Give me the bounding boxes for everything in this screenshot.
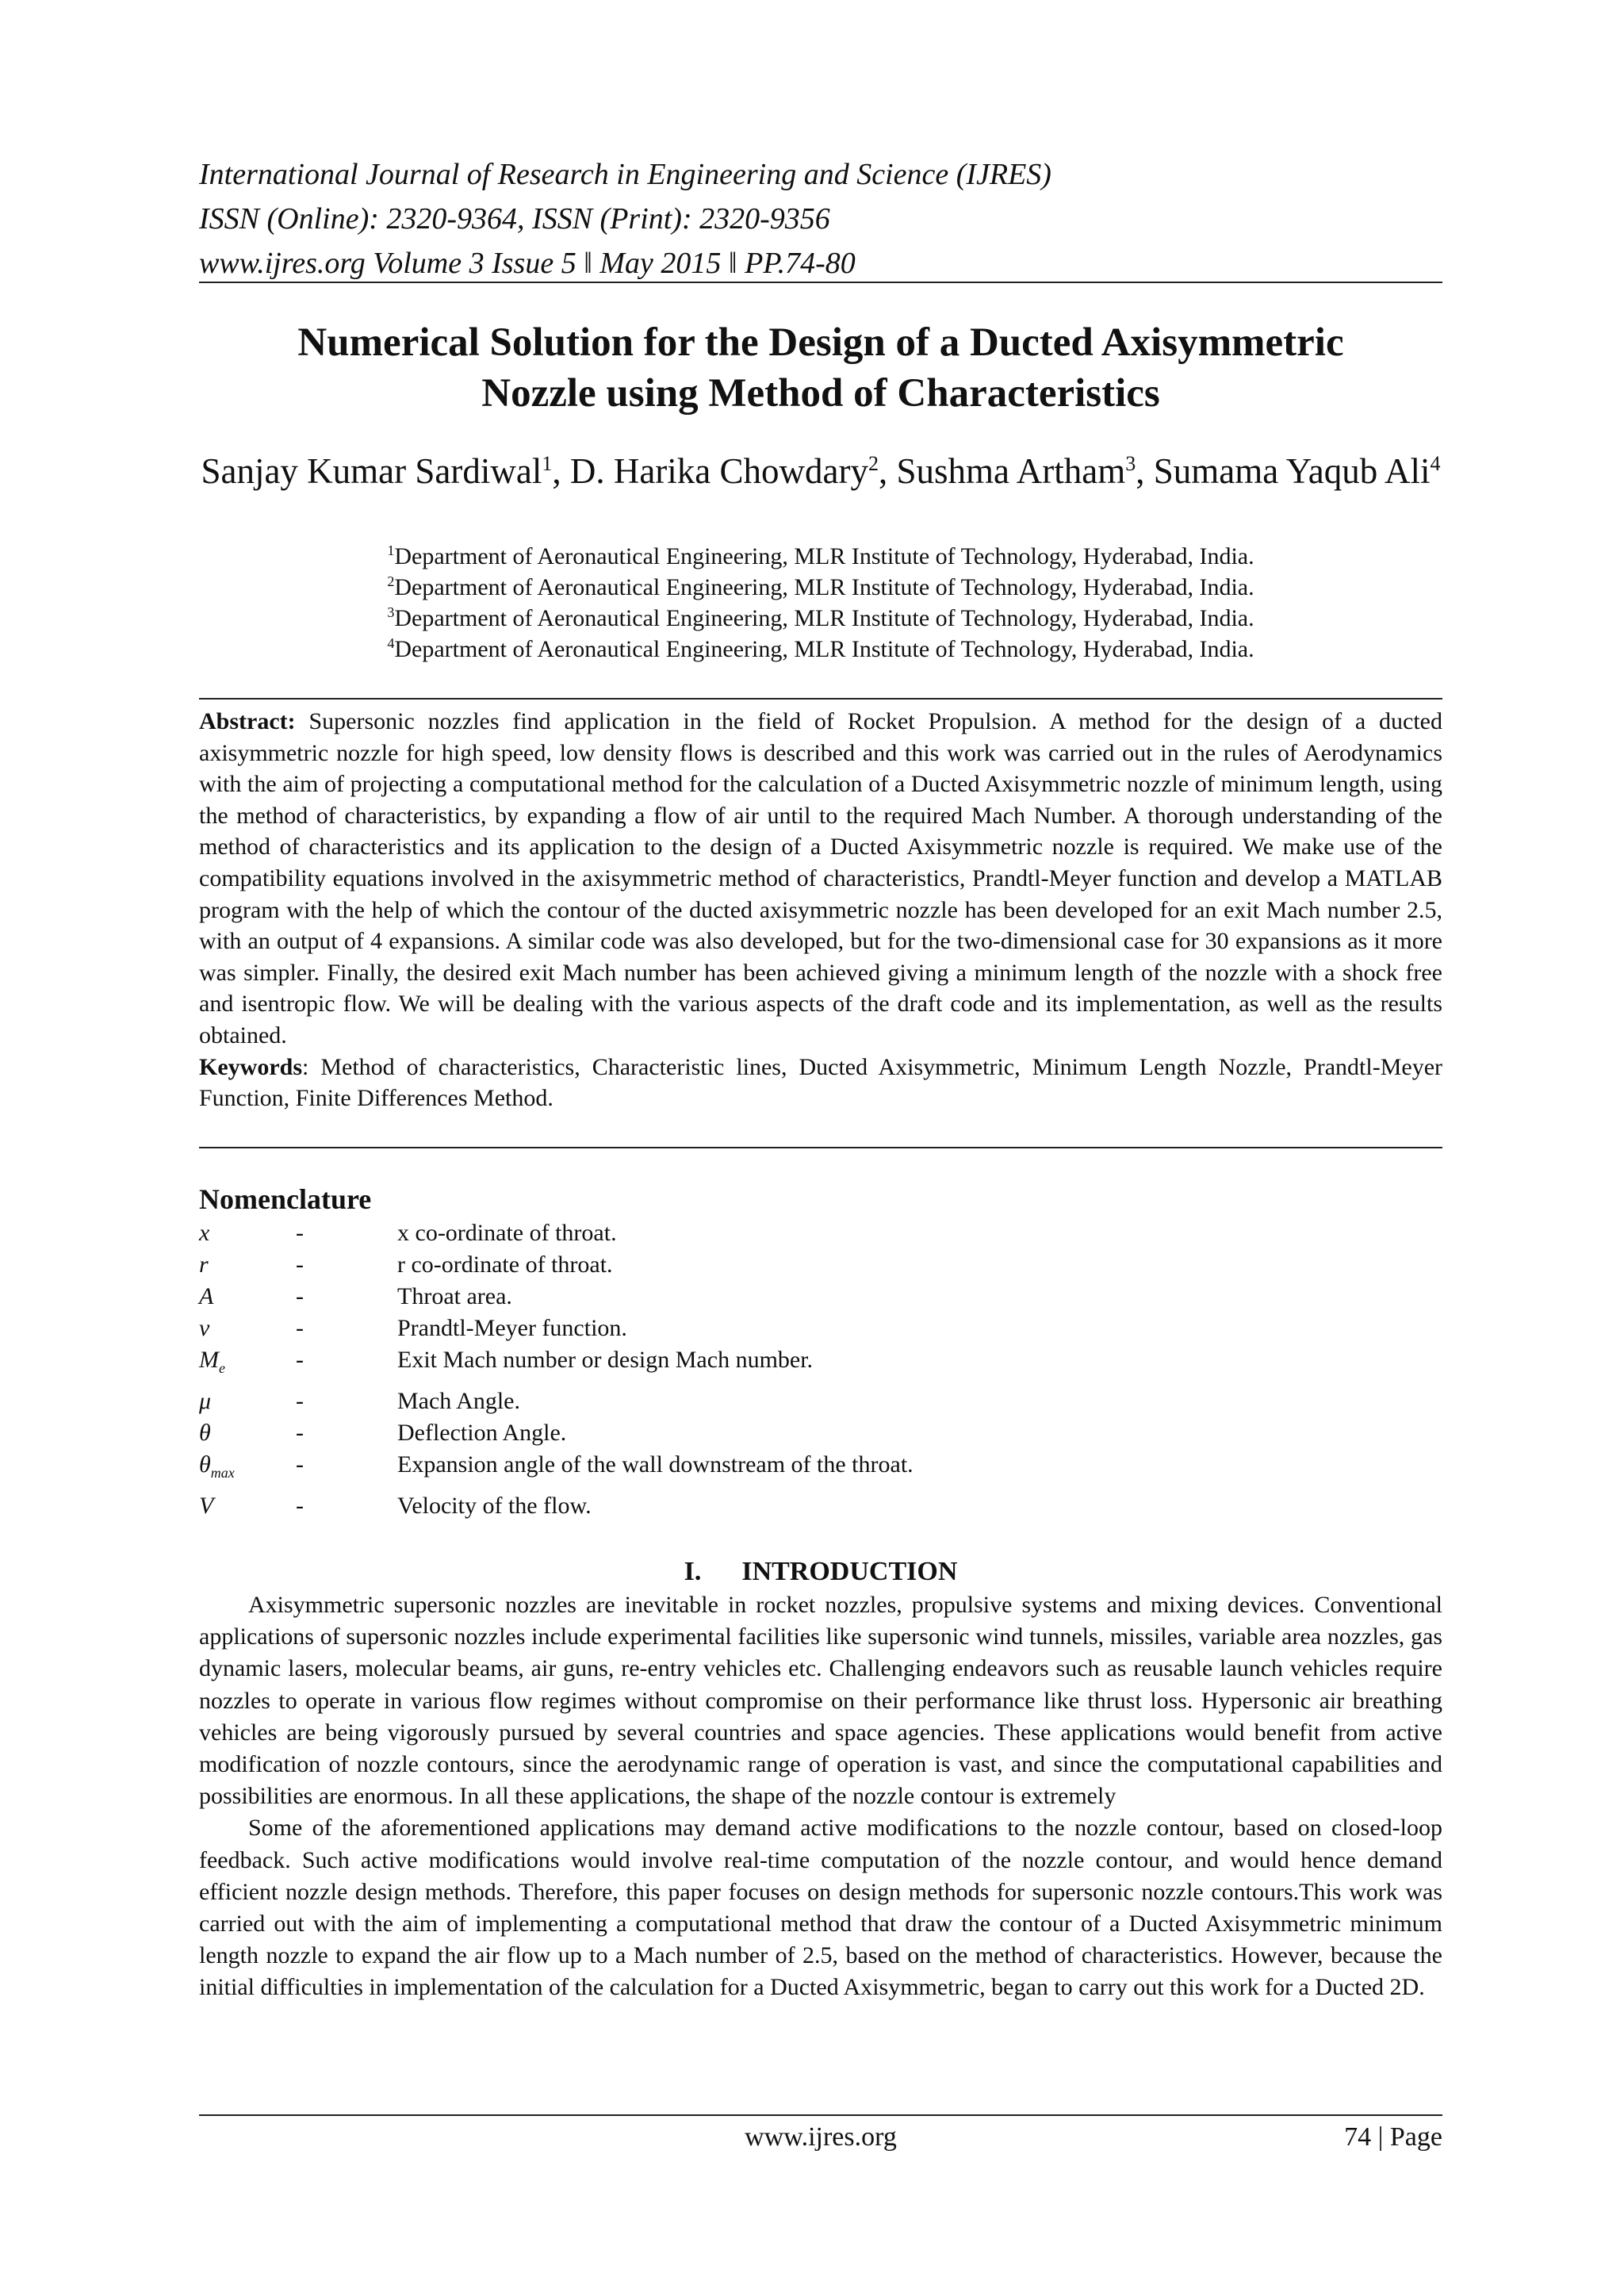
keywords-label: Keywords (199, 1053, 302, 1080)
nomenclature-row (199, 1420, 1230, 1451)
nomenclature-title: Nomenclature (199, 1183, 372, 1215)
nomenclature-subscript: e (219, 1360, 225, 1376)
title-line: Numerical Solution for the Design of a Ducted Axisymmetric (297, 320, 1344, 365)
nomenclature-row (199, 1347, 1230, 1388)
paper-title (199, 317, 1442, 419)
title-line: Nozzle using Method of Characteristics (481, 371, 1160, 416)
affiliation (199, 634, 1442, 665)
nomenclature-dash: - (296, 1220, 304, 1246)
nomenclature-dash: - (296, 1451, 304, 1478)
author-name: Sanjay Kumar Sardiwal (201, 451, 542, 491)
nomenclature-list (199, 1220, 1230, 1524)
author-mark: 2 (868, 452, 879, 475)
affiliation (199, 572, 1442, 603)
affiliation-list (199, 541, 1442, 665)
affiliation-mark: 3 (387, 604, 395, 620)
journal-name: International Journal of Research in Engineering and Science (IJRES) (199, 158, 1051, 191)
affiliation (199, 541, 1442, 572)
nomenclature-dash: - (296, 1493, 304, 1519)
nomenclature-row (199, 1283, 1230, 1315)
footer-page-number: 74 | Page (1344, 2122, 1442, 2152)
abstract-top-rule (199, 698, 1442, 700)
abstract-paragraph (199, 706, 1442, 1052)
nomenclature-definition: Velocity of the flow. (397, 1493, 592, 1519)
section-heading: I. INTRODUCTION (684, 1557, 958, 1586)
nomenclature-row (199, 1315, 1230, 1347)
footer-rule (199, 2114, 1442, 2116)
author-mark: 3 (1125, 452, 1136, 475)
nomenclature-dash: - (296, 1283, 304, 1309)
nomenclature-definition: Prandtl-Meyer function. (397, 1315, 627, 1341)
abstract-text: Supersonic nozzles find application in the field of Rocket Propulsion. A method for the design of a ducted axisymmetric nozzle for high speed, low density flows is described and this work was carried out in the rules of Aerodynamics with the aim of projecting a computational method for the calculation of a Ducted Axisymmetric nozzle of minimum length, using the method of characteristics, by expanding a flow of air until to the required Mach Number. A thorough understanding of the method of characteristics and its application to the design of a Ducted Axisymmetric nozzle is required. We make use of the compatibility equations involved in the axisymmetric method of characteristics, Prandtl-Meyer function and develop a MATLAB program with the help of which the contour of the ducted axisymmetric nozzle has been developed for an exit Mach number 2.5, with an output of 4 expansions. A similar code was also developed, but for the two-dimensional case for 30 expansions as it more was simpler. Finally, the desired exit Mach number has been achieved giving a minimum length of the nozzle with a shock free and isentropic flow. We will be dealing with the various aspects of the draft code and its implementation, as well as the results obtained. (199, 708, 1442, 1048)
nomenclature-dash: - (296, 1388, 304, 1414)
nomenclature-dash: - (296, 1251, 304, 1278)
nomenclature-definition: r co-ordinate of throat. (397, 1251, 613, 1278)
journal-header (199, 152, 1051, 286)
nomenclature-dash: - (296, 1315, 304, 1341)
abstract-bottom-rule (199, 1147, 1442, 1148)
nomenclature-definition: Deflection Angle. (397, 1420, 567, 1446)
intro-paragraph: Axisymmetric supersonic nozzles are inevitable in rocket nozzles, propulsive systems and mixing devices. Conventional applications of supersonic nozzles include experimental facilities like supersonic wind tunnels, missiles, variable area nozzles, gas dynamic lasers, molecular beams, air guns, re-entry vehicles etc. Challenging endeavors such as reusable launch vehicles require nozzles to operate in various flow regimes without compromise on their performance like thrust loss. Hypersonic air breathing vehicles are being vigorously pursued by several countries and space agencies. These applications would benefit from active modification of nozzle contours, since the aerodynamic range of operation is vast, and since the computational capabilities and possibilities are enormous. In all these applications, the shape of the nozzle contour is extremely (199, 1592, 1442, 1810)
journal-issn: ISSN (Online): 2320-9364, ISSN (Print): 2320-9356 (199, 202, 830, 236)
author-mark: 1 (542, 452, 553, 475)
abstract-block (199, 706, 1442, 1114)
nomenclature-symbol: x (199, 1220, 210, 1246)
author-mark: 4 (1430, 452, 1441, 475)
author-name: D. Harika Chowdary (569, 451, 868, 491)
affiliation-text: Department of Aeronautical Engineering, MLR Institute of Technology, Hyderabad, India. (394, 605, 1254, 631)
author-name: Sumama Yaqub Ali (1153, 451, 1431, 491)
nomenclature-definition: Mach Angle. (397, 1388, 520, 1414)
nomenclature-symbol: v (199, 1315, 210, 1341)
nomenclature-row (199, 1493, 1230, 1524)
nomenclature-symbol: θ (199, 1420, 211, 1446)
nomenclature-row (199, 1251, 1230, 1283)
nomenclature-dash: - (296, 1347, 304, 1373)
nomenclature-definition: x co-ordinate of throat. (397, 1220, 617, 1246)
nomenclature-row (199, 1220, 1230, 1251)
nomenclature-row (199, 1388, 1230, 1420)
affiliation-text: Department of Aeronautical Engineering, MLR Institute of Technology, Hyderabad, India. (394, 574, 1254, 600)
affiliation-text: Department of Aeronautical Engineering, MLR Institute of Technology, Hyderabad, India. (394, 543, 1254, 569)
nomenclature-definition: Throat area. (397, 1283, 512, 1309)
affiliation-mark: 4 (387, 635, 395, 651)
nomenclature-definition: Exit Mach number or design Mach number. (397, 1347, 814, 1373)
keywords-paragraph (199, 1052, 1442, 1114)
nomenclature-subscript: max (210, 1465, 235, 1481)
affiliation-mark: 1 (387, 542, 395, 558)
nomenclature-symbol: V (199, 1493, 214, 1519)
nomenclature-row (199, 1451, 1230, 1493)
introduction-body (199, 1589, 1442, 2004)
nomenclature-dash: - (296, 1420, 304, 1446)
footer-site-link[interactable]: www.ijres.org (745, 2122, 897, 2152)
header-rule (199, 282, 1442, 283)
affiliation-text: Department of Aeronautical Engineering, MLR Institute of Technology, Hyderabad, India. (394, 636, 1254, 662)
affiliation-mark: 2 (387, 573, 395, 589)
nomenclature-symbol: μ (199, 1388, 212, 1414)
author-name: Sushma Artham (896, 451, 1126, 491)
keywords-text: : Method of characteristics, Characteristic lines, Ducted Axisymmetric, Minimum Length Nozzle, Prandtl-Meyer Function, Finite Differences Method. (199, 1053, 1442, 1112)
nomenclature-symbol: $M_e$ (199, 1347, 225, 1376)
intro-paragraph: Some of the aforementioned applications may demand active modifications to the nozzle contour, based on closed-loop feedback. Such active modifications would involve real-time computation of the nozzle contour, and would hence demand efficient nozzle design methods. Therefore, this paper focuses on design methods for supersonic nozzle contours.This work was carried out with the aim of implementing a computational method that draw the contour of a Ducted Axisymmetric minimum length nozzle to expand the air flow up to a Mach number of 2.5, based on the method of characteristics. However, because the initial difficulties in implementation of the calculation for a Ducted Axisymmetric, began to carry out this work for a Ducted 2D. (199, 1815, 1442, 2001)
abstract-label: Abstract: (199, 708, 296, 734)
journal-volume: www.ijres.org Volume 3 Issue 5 ǁ May 2015 ǁ PP.74-80 (199, 247, 856, 280)
nomenclature-symbol: r (199, 1251, 209, 1278)
nomenclature-definition: Expansion angle of the wall downstream of the throat. (397, 1451, 914, 1478)
nomenclature-symbol: $\theta_{max}$ (199, 1451, 235, 1481)
author-list: Sanjay Kumar Sardiwal$^1$, D. Harika Chowdary$^2$, Sushma Artham$^3$, Sumama Yaqub Ali$^4$ (201, 451, 1441, 491)
affiliation (199, 603, 1442, 634)
nomenclature-symbol: A (199, 1283, 214, 1309)
